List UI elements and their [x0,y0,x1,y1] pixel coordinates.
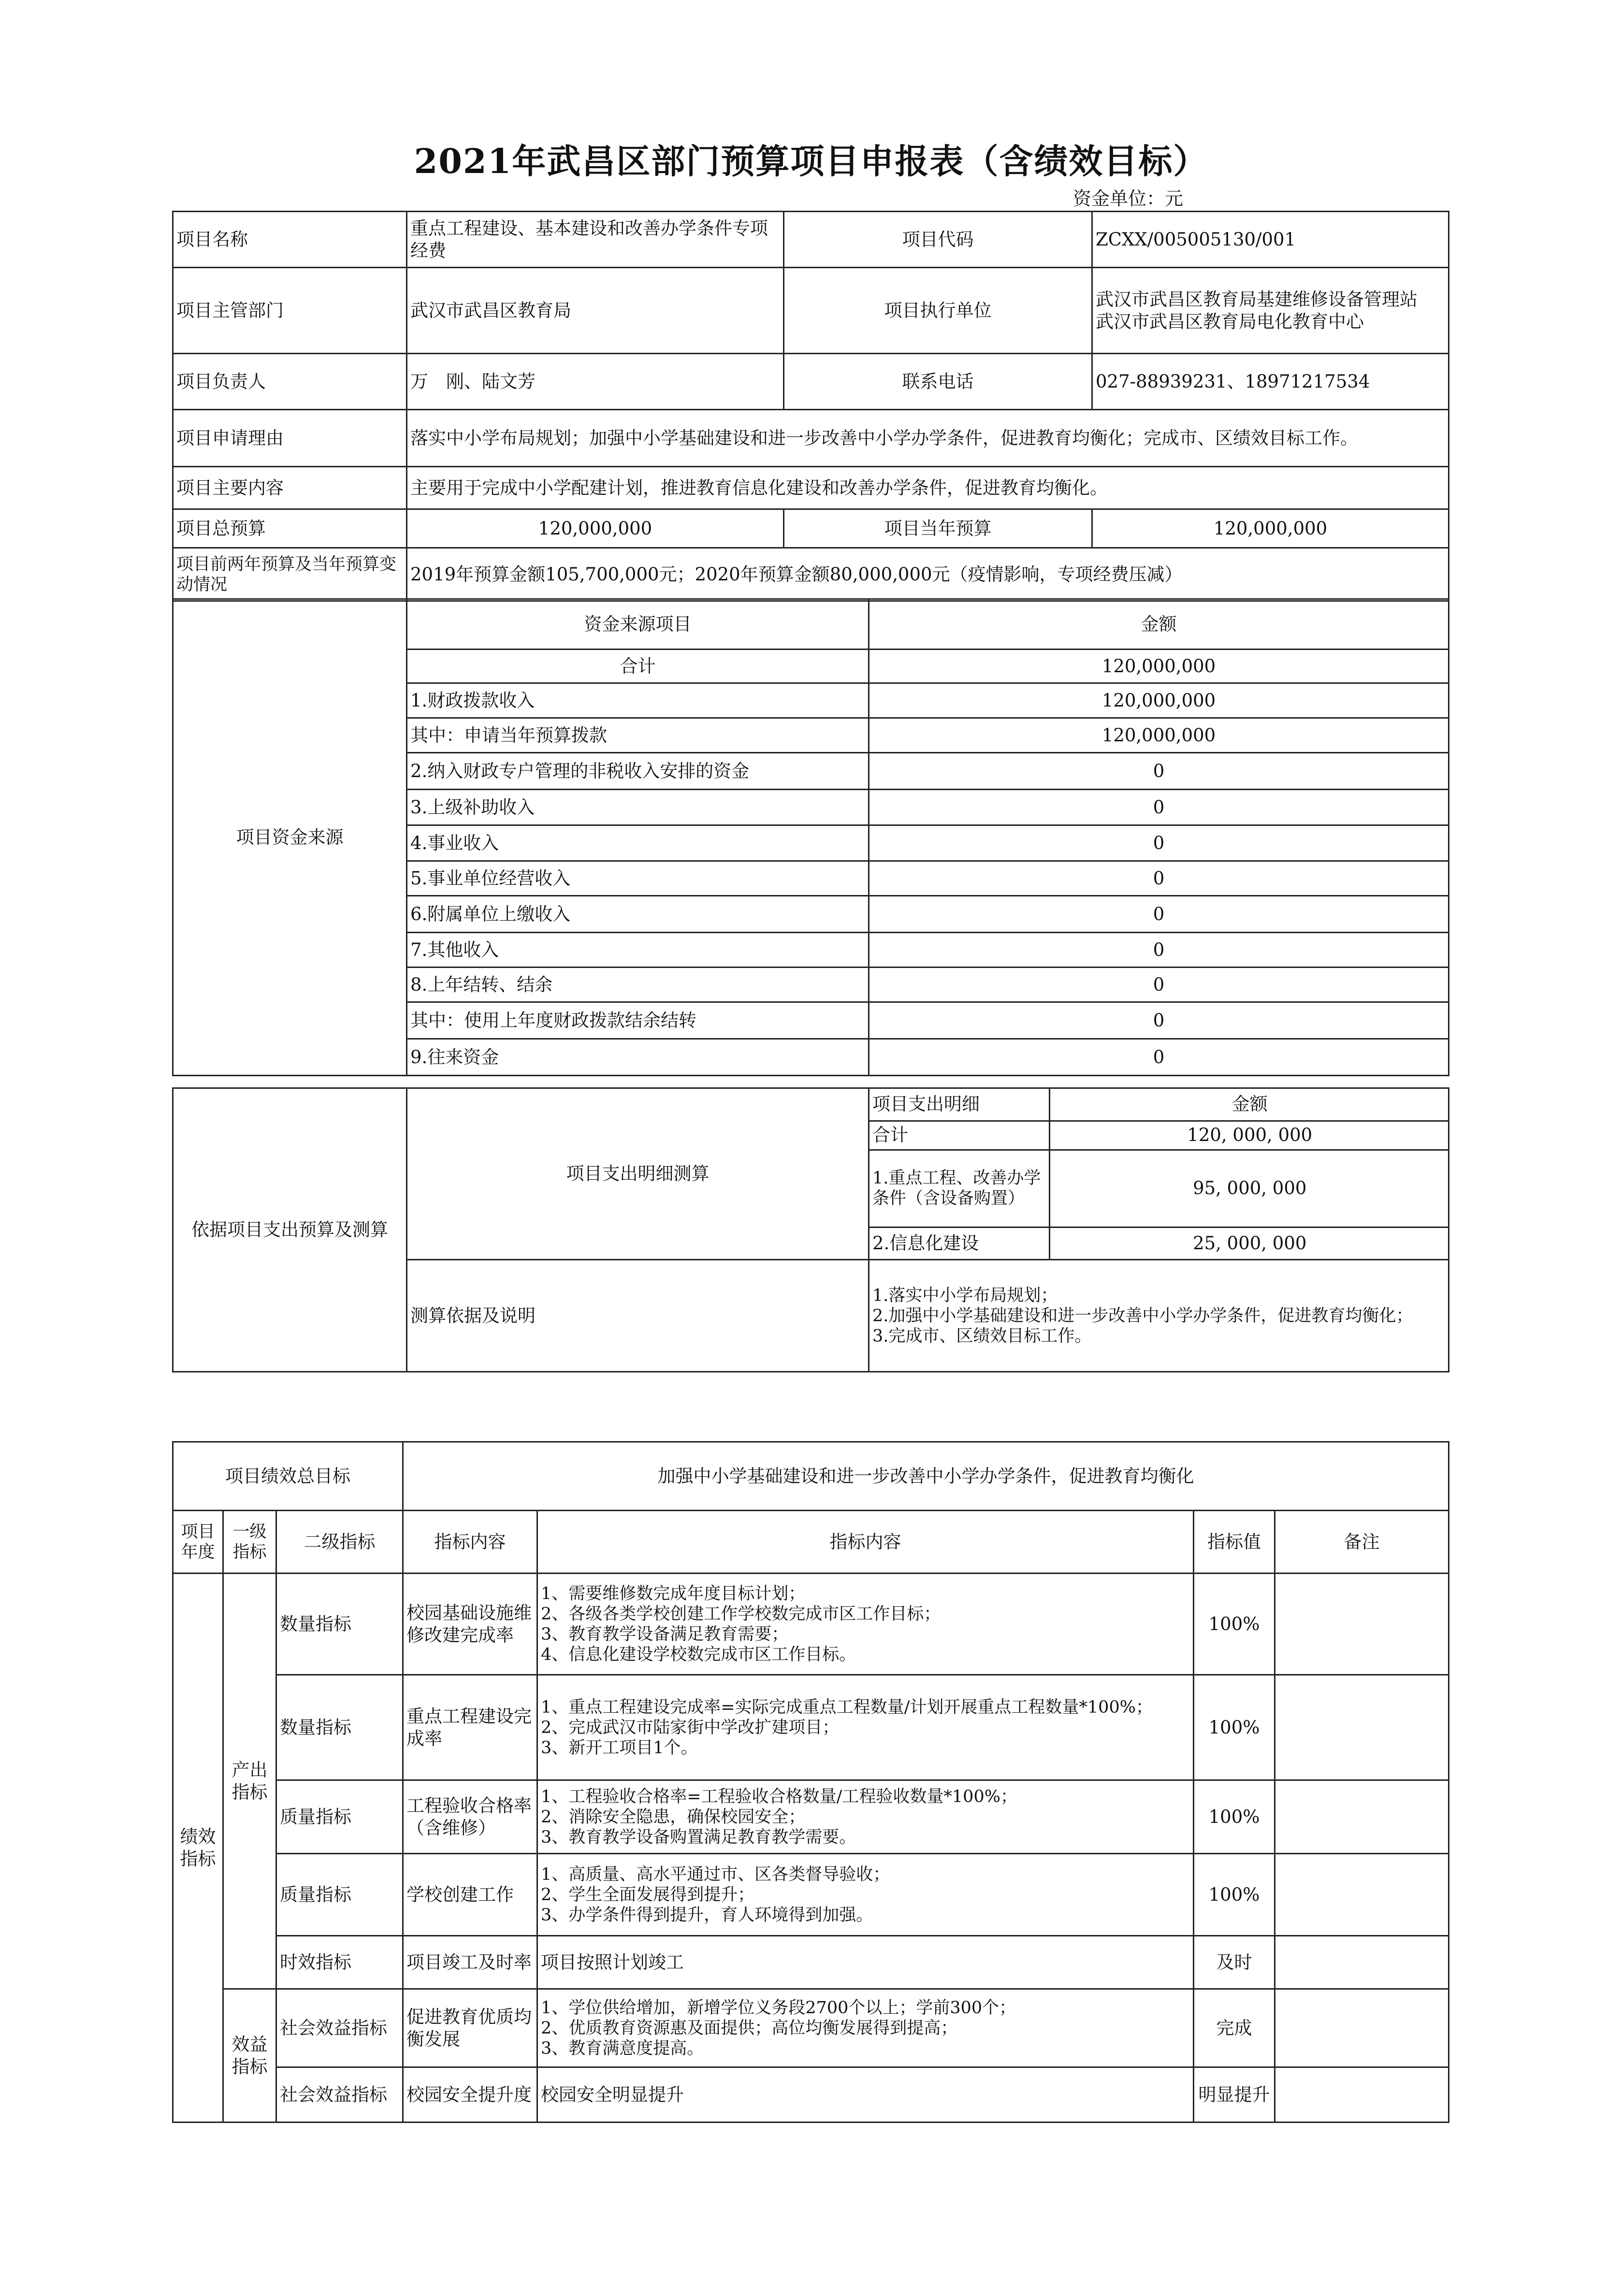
col-value: 指标值 [1194,1511,1275,1574]
indicator-content [537,1989,1194,2067]
benefit-indicator-label: 效益指标 [223,1989,276,2123]
goal-value: 加强中小学基础建设和进一步改善中小学办学条件，促进教育均衡化 [403,1442,1449,1511]
col-year: 项目年度 [173,1511,223,1574]
content-value: 主要用于完成中小学配建计划，推进教育信息化建设和改善办学条件，促进教育均衡化。 [407,467,1449,509]
reason-value: 落实中小学布局规划；加强中小学基础建设和进一步改善中小学办学条件，促进教育均衡化；完成市、区绩效目标工作。 [407,410,1449,467]
indicator-line: 校园安全明显提升 [541,2084,684,2105]
expense-detail-label: 项目支出明细测算 [407,1088,869,1260]
expense-table [172,1087,1449,1372]
project-name-value: 重点工程建设、基本建设和改善办学条件专项经费 [407,212,784,268]
indicator-name: 学校创建工作 [403,1854,537,1936]
funding-row-amount: 0 [869,1002,1449,1039]
dept-value: 武汉市武昌区教育局 [407,268,784,354]
funding-row-item: 1.财政拨款收入 [407,683,869,718]
indicator-line: 3、新开工项目1个。 [541,1738,698,1758]
history-label: 项目前两年预算及当年预算变动情况 [173,548,407,601]
indicator-value: 100% [1194,1675,1275,1780]
leader-label: 项目负责人 [173,354,407,410]
indicator-line: 项目按照计划竣工 [541,1951,684,1973]
level2-indicator: 社会效益指标 [276,2067,403,2123]
col-level1: 一级指标 [223,1511,276,1574]
indicator-name: 工程验收合格率（含维修） [403,1780,537,1854]
funding-header-item: 资金来源项目 [407,599,869,650]
indicator-line: 3、教育教学设备购置满足教育教学需要。 [541,1827,856,1847]
indicator-note [1275,1780,1449,1854]
indicator-content [537,1936,1194,1989]
indicator-line: 1、工程验收合格率=工程验收合格数量/工程验收数量*100%； [541,1787,1017,1806]
year-budget-label: 项目当年预算 [784,509,1092,548]
history-value: 2019年预算金额105,700,000元；2020年预算金额80,000,000元（疫情影响，专项经费压减） [407,548,1449,601]
reason-label: 项目申请理由 [173,410,407,467]
funding-row-amount: 0 [869,790,1449,825]
funding-header-amount: 金额 [869,599,1449,650]
expense-detail-cell [869,1088,1449,1260]
level2-indicator: 时效指标 [276,1936,403,1989]
indicator-name: 校园安全提升度 [403,2067,537,2123]
indicator-line: 3、办学条件得到提升，育人环境得到加强。 [541,1905,873,1925]
expense-section-label: 依据项目支出预算及测算 [173,1088,407,1372]
indicator-line: 3、教育教学设备满足教育需要； [541,1624,789,1644]
funding-row-item: 其中：申请当年预算拨款 [407,718,869,753]
exec-unit-line: 武汉市武昌区教育局基建维修设备管理站 [1096,289,1418,310]
basis-value [869,1260,1449,1372]
basis-line: 2.加强中小学基础建设和进一步改善中小学办学条件，促进教育均衡化； [872,1306,1413,1326]
funding-row-item: 2.纳入财政专户管理的非税收入安排的资金 [407,753,869,790]
page-title: 2021年武昌区部门预算项目申报表（含绩效目标） [414,141,1208,181]
funding-row-item: 6.附属单位上缴收入 [407,896,869,933]
funding-row-amount: 0 [869,1039,1449,1076]
expense-row-amount: 95, 000, 000 [1049,1150,1449,1227]
funding-row-amount: 0 [869,753,1449,790]
phone-value: 027-88939231、18971217534 [1092,354,1449,410]
indicator-name: 重点工程建设完成率 [403,1675,537,1780]
indicator-line: 1、需要维修数完成年度目标计划； [541,1584,806,1603]
expense-row-item: 2.信息化建设 [869,1227,1049,1259]
project-code-label: 项目代码 [784,212,1092,268]
basis-line: 1.落实中小学布局规划； [872,1285,1058,1305]
indicator-note [1275,1675,1449,1780]
indicator-value: 100% [1194,1574,1275,1675]
col-content-detail: 指标内容 [537,1511,1194,1574]
indicator-note [1275,1936,1449,1989]
indicator-content [537,1854,1194,1936]
indicator-name: 促进教育优质均衡发展 [403,1989,537,2067]
funding-row-item: 合计 [407,650,869,683]
expense-header-item: 项目支出明细 [869,1089,1049,1121]
level2-indicator: 质量指标 [276,1780,403,1854]
funding-row-amount: 0 [869,933,1449,967]
expense-row-item: 1.重点工程、改善办学条件（含设备购置） [869,1150,1049,1227]
indicator-value: 及时 [1194,1936,1275,1989]
indicator-line: 1、高质量、高水平通过市、区各类督导验收； [541,1864,890,1884]
level2-indicator: 质量指标 [276,1854,403,1936]
indicator-line: 2、优质教育资源惠及面提供；高位均衡发展得到提高； [541,2018,958,2038]
col-level2: 二级指标 [276,1511,403,1574]
expense-detail-table [869,1089,1449,1259]
indicator-content [537,2067,1194,2123]
indicator-value: 明显提升 [1194,2067,1275,2123]
indicator-content [537,1574,1194,1675]
funding-row-item: 4.事业收入 [407,825,869,861]
total-budget-value: 120,000,000 [407,509,784,548]
expense-row-amount: 120, 000, 000 [1049,1121,1449,1150]
level2-indicator: 数量指标 [276,1574,403,1675]
performance-table [172,1441,1449,2123]
indicator-value: 100% [1194,1854,1275,1936]
indicator-note [1275,1854,1449,1936]
funding-row-amount: 0 [869,967,1449,1002]
goal-label: 项目绩效总目标 [173,1442,403,1511]
funding-row-amount: 0 [869,896,1449,933]
content-label: 项目主要内容 [173,467,407,509]
funding-row-item: 8.上年结转、结余 [407,967,869,1002]
dept-label: 项目主管部门 [173,268,407,354]
project-code-value: ZCXX/005005130/001 [1092,212,1449,268]
indicator-name: 项目竣工及时率 [403,1936,537,1989]
indicator-line: 2、完成武汉市陆家街中学改扩建项目； [541,1718,840,1737]
funding-row-item: 3.上级补助收入 [407,790,869,825]
indicator-note [1275,1989,1449,2067]
leader-value: 万 刚、陆文芳 [407,354,784,410]
indicator-name: 校园基础设施维修改建完成率 [403,1574,537,1675]
indicator-line: 2、各级各类学校创建工作学校数完成市区工作目标； [541,1604,941,1624]
project-info-table [172,211,1449,602]
funding-row-amount: 120,000,000 [869,650,1449,683]
phone-label: 联系电话 [784,354,1092,410]
level2-indicator: 社会效益指标 [276,1989,403,2067]
exec-unit-value [1092,268,1449,354]
indicator-content [537,1675,1194,1780]
funding-table [172,598,1449,1076]
funding-row-item: 5.事业单位经营收入 [407,861,869,896]
funding-section-label: 项目资金来源 [173,599,407,1076]
indicator-line: 2、消除安全隐患，确保校园安全； [541,1807,806,1827]
indicator-line: 1、重点工程建设完成率=实际完成重点工程数量/计划开展重点工程数量*100%； [541,1697,1153,1717]
col-note: 备注 [1275,1511,1449,1574]
perf-year-label: 绩效指标 [173,1574,223,2123]
indicator-line: 1、学位供给增加，新增学位义务段2700个以上；学前300个； [541,1998,1016,2018]
indicator-line: 4、信息化建设学校数完成市区工作目标。 [541,1645,856,1664]
indicator-value: 完成 [1194,1989,1275,2067]
year-budget-value: 120,000,000 [1092,509,1449,548]
indicator-line: 3、教育满意度提高。 [541,2038,704,2058]
funding-row-item: 7.其他收入 [407,933,869,967]
basis-line: 3.完成市、区绩效目标工作。 [872,1326,1092,1346]
indicator-note [1275,2067,1449,2123]
indicator-content [537,1780,1194,1854]
expense-header-amount: 金额 [1049,1089,1449,1121]
funding-row-amount: 120,000,000 [869,718,1449,753]
basis-label: 测算依据及说明 [407,1260,869,1372]
expense-row-item: 合计 [869,1121,1049,1150]
project-name-label: 项目名称 [173,212,407,268]
funding-row-amount: 0 [869,825,1449,861]
total-budget-label: 项目总预算 [173,509,407,548]
col-content: 指标内容 [403,1511,537,1574]
funding-row-item: 9.往来资金 [407,1039,869,1076]
exec-unit-line: 武汉市武昌区教育局电化教育中心 [1096,311,1364,332]
expense-row-amount: 25, 000, 000 [1193,1232,1307,1254]
funding-row-amount: 120,000,000 [869,683,1449,718]
indicator-line: 2、学生全面发展得到提升； [541,1885,755,1905]
output-indicator-label: 产出指标 [223,1574,276,1989]
funding-row-item: 其中：使用上年度财政拨款结余结转 [407,1002,869,1039]
funding-row-amount: 0 [869,861,1449,896]
level2-indicator: 数量指标 [276,1675,403,1780]
exec-unit-label: 项目执行单位 [784,268,1092,354]
currency-unit: 资金单位：元 [1073,188,1184,209]
indicator-value: 100% [1194,1780,1275,1854]
indicator-note [1275,1574,1449,1675]
